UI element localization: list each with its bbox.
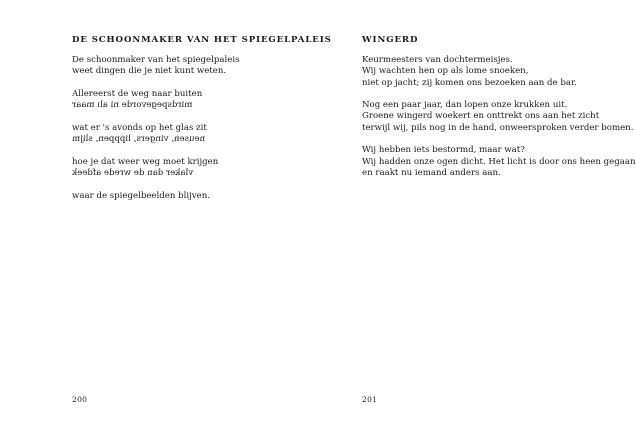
mirrored-poem-line: mirdspegevorde ni alı maar xyxy=(72,100,193,111)
page-number: 201 xyxy=(362,395,378,404)
stanza xyxy=(72,123,240,146)
poem-line: De schoonmaker van het spiegelpaleis xyxy=(72,55,240,65)
poem-line: en raakt nu iemand anders aan. xyxy=(362,167,501,178)
poem-line: Allereerst de weg naar buiten xyxy=(72,88,203,99)
poem-line: waar de spiegelbeelden blijven. xyxy=(72,190,210,201)
poem-line: terwijl wij, pils nog in de hand, onweersproken verder bomen. xyxy=(362,122,634,133)
poem-line: Nog een paar jaar, dan lopen onze krukken uit. xyxy=(362,100,568,111)
poem-line: Keurmeesters van dochtermeisjes. xyxy=(362,55,513,65)
poem-line: wat er 's avonds op het glas zit xyxy=(72,122,207,133)
stanza xyxy=(72,191,240,202)
poem-line: Wij hebben iets bestormd, maar wat? xyxy=(362,145,525,156)
poem-line: hoe je dat weer weg moet krijgen xyxy=(72,156,219,167)
mirrored-poem-line: neusen, vingers, lipppen, slijm xyxy=(72,134,206,145)
poem-line: weet dingen die je niet kunt weten. xyxy=(72,66,227,77)
poem-line: Wij wachten hen op als lome snoeken, xyxy=(362,66,529,77)
poem-title: DE SCHOONMAKER VAN HET SPIEGELPALEIS xyxy=(72,35,332,45)
poem-body xyxy=(362,55,636,191)
right-page xyxy=(300,0,636,432)
stanza xyxy=(72,55,240,78)
stanza xyxy=(362,145,636,179)
poem-line: Groene wingerd woekert en onttrekt ons aan het zicht xyxy=(362,111,600,122)
poem-line: Wij hadden onze ogen dicht. Het licht is door ons heen gegaan xyxy=(362,156,636,167)
poem-title: WINGERD xyxy=(362,35,419,45)
stanza xyxy=(362,100,636,134)
stanza xyxy=(72,89,240,112)
stanza xyxy=(72,157,240,180)
mirrored-poem-line: vlaker dan de wrede afdeek xyxy=(72,167,194,178)
poem-line: niet op jacht; zij komen ons bezoeken aan de bar. xyxy=(362,77,577,88)
page-number: 200 xyxy=(72,395,88,404)
stanza xyxy=(362,55,636,89)
poem-body xyxy=(72,55,240,213)
